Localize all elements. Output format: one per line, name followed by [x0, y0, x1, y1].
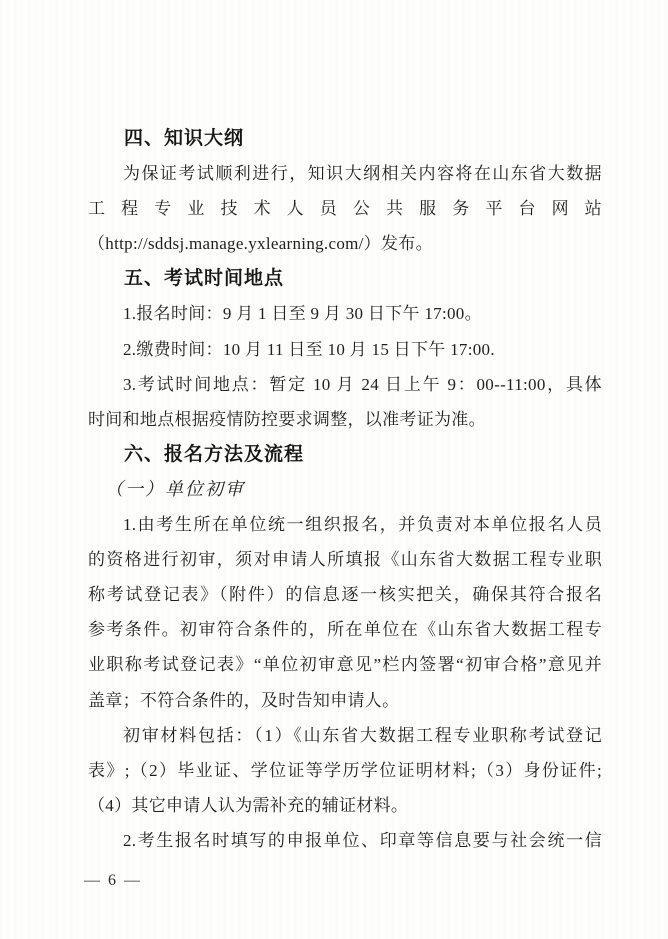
body-line: 业职称考试登记表》“单位初审意见”栏内签署“初审合格”意见并	[88, 655, 602, 675]
body-line-item-2: 2.缴费时间：10 月 11 日至 10 月 15 日下午 17:00.	[123, 339, 495, 359]
body-line: 参考条件。初审符合条件的，所在单位在《山东省大数据工程专	[88, 620, 602, 640]
body-line: 时间和地点根据疫情防控要求调整，以准考证为准。	[88, 409, 486, 429]
body-line: 为保证考试顺利进行，知识大纲相关内容将在山东省大数据	[123, 164, 602, 184]
body-line: 2.考生报名时填写的申报单位、印章等信息要与社会统一信	[123, 830, 602, 850]
section-heading-5: 五、考试时间地点	[124, 268, 285, 290]
body-line-stretched: 工程专业技术人员公共服务平台网站	[88, 199, 602, 219]
section-heading-6: 六、报名方法及流程	[124, 443, 305, 465]
body-line: （4）其它申请人认为需补充的辅证材料。	[88, 795, 409, 815]
section-heading-4: 四、知识大纲	[124, 128, 245, 149]
body-line: 表》;（2）毕业证、学位证等学历学位证明材料;（3）身份证件;	[88, 760, 602, 780]
body-line-url: （http://sddsj.manage.yxlearning.com/）发布。	[88, 234, 433, 254]
body-line: 的资格进行初审，须对申请人所填报《山东省大数据工程专业职	[88, 550, 602, 570]
page-number: — 6 —	[84, 872, 142, 889]
body-line: 1.由考生所在单位统一组织报名，并负责对本单位报名人员	[123, 515, 602, 535]
body-line: 初审材料包括：（1）《山东省大数据工程专业职称考试登记	[123, 725, 602, 745]
body-line: 称考试登记表》（附件）的信息逐一核实把关，确保其符合报名	[88, 585, 602, 605]
body-line-item-3: 3.考试时间地点：暂定 10 月 24 日上午 9：00--11:00，具体	[123, 374, 602, 394]
body-line: 盖章；不符合条件的，及时告知申请人。	[88, 690, 400, 710]
subsection-heading: （一）单位初审	[105, 478, 245, 499]
body-line-item-1: 1.报名时间：9 月 1 日至 9 月 30 日下午 17:00。	[123, 304, 482, 324]
document-body	[88, 121, 602, 858]
